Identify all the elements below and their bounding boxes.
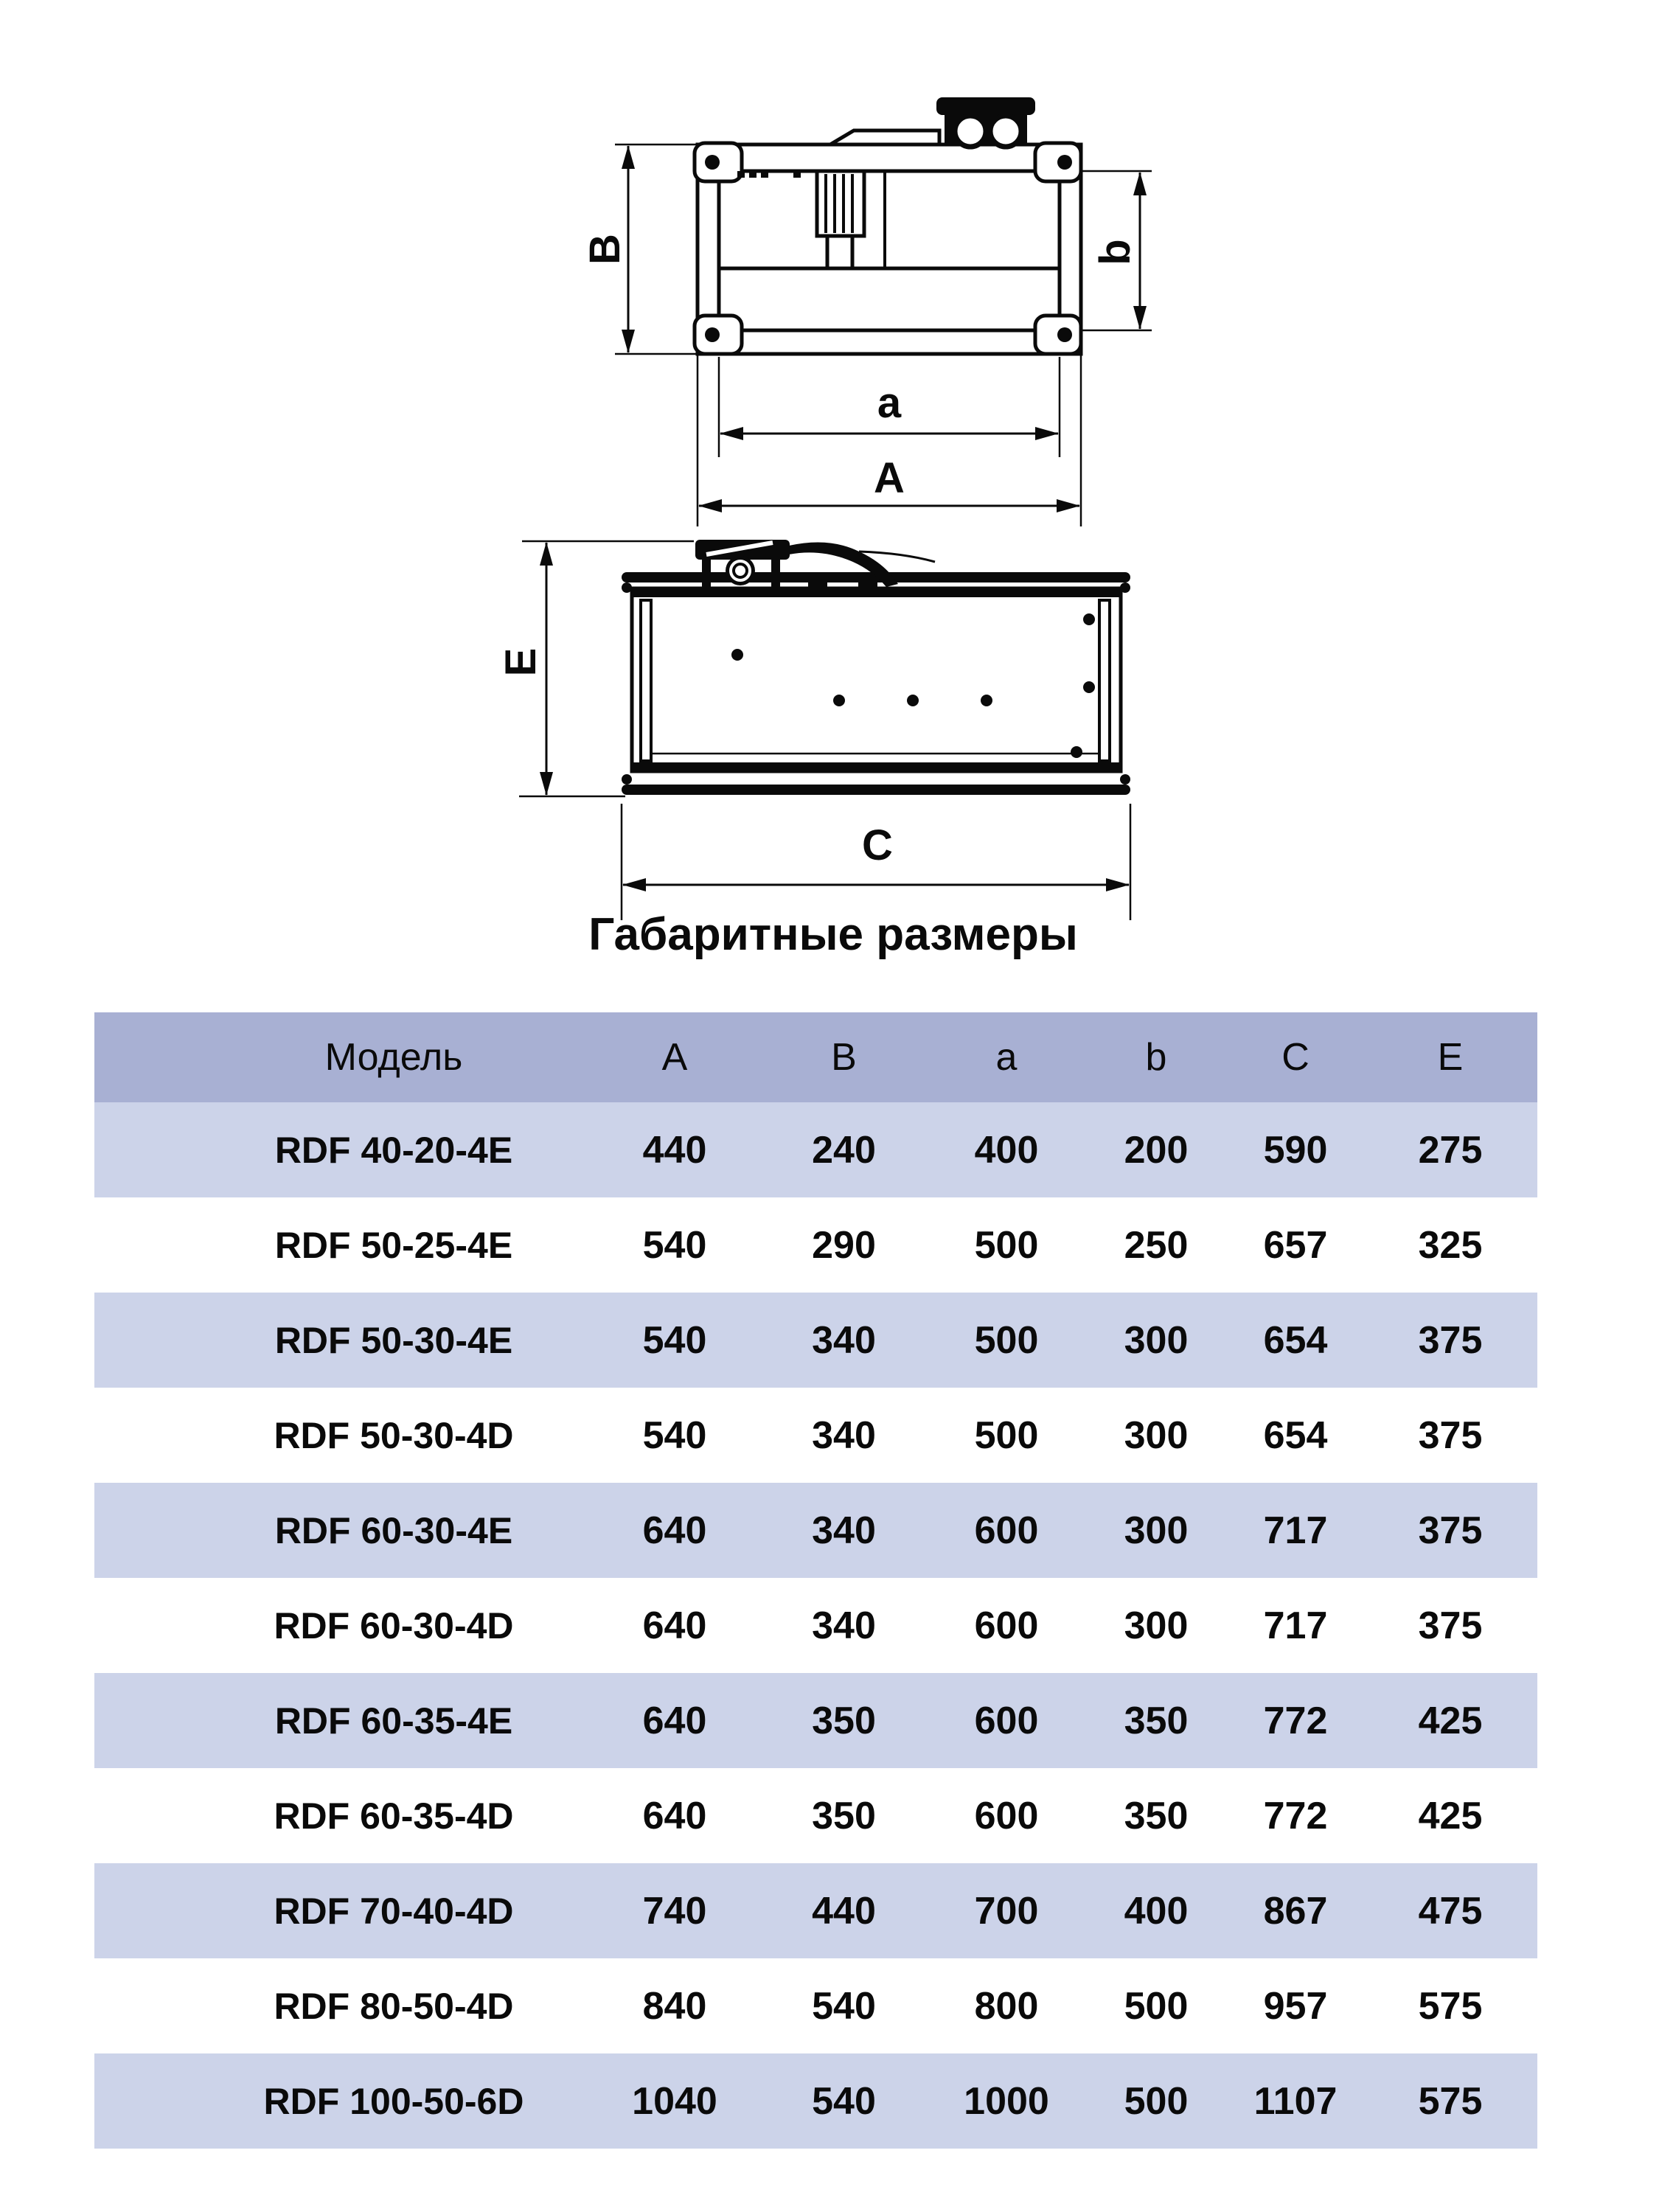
cell-value: 400: [1085, 1863, 1228, 1958]
cell-value: 325: [1363, 1197, 1537, 1293]
cell-value: 640: [590, 1483, 759, 1578]
table-row: [94, 1958, 1537, 2053]
cell-value: 600: [928, 1578, 1085, 1673]
cell-model: RDF 60-35-4E: [94, 1673, 590, 1768]
cell-value: 500: [928, 1293, 1085, 1388]
col-header-C: C: [1228, 1012, 1363, 1102]
cell-value: 200: [1085, 1102, 1228, 1197]
cell-value: 375: [1363, 1578, 1537, 1673]
table-header-row: [94, 1012, 1537, 1102]
col-header-model: Модель: [94, 1012, 590, 1102]
col-header-A: A: [590, 1012, 759, 1102]
table-row: [94, 1578, 1537, 1673]
cell-value: 654: [1228, 1388, 1363, 1483]
cell-value: 475: [1363, 1863, 1537, 1958]
cell-value: 240: [759, 1102, 928, 1197]
table-header: [94, 1012, 1537, 1102]
top-view-drawing: [479, 516, 1217, 936]
cell-value: 654: [1228, 1293, 1363, 1388]
cell-value: 717: [1228, 1483, 1363, 1578]
cell-value: 350: [759, 1768, 928, 1863]
drawing-caption: Габаритные размеры: [588, 909, 1078, 960]
flange-bolt-holes: [705, 155, 1072, 342]
dim-label-E: E: [497, 647, 545, 677]
cell-model: RDF 50-30-4E: [94, 1293, 590, 1388]
dim-label-a: a: [877, 379, 902, 427]
cell-model: RDF 60-35-4D: [94, 1768, 590, 1863]
cell-value: 600: [928, 1673, 1085, 1768]
cell-value: 300: [1085, 1578, 1228, 1673]
table-row: [94, 1293, 1537, 1388]
cell-model: RDF 100-50-6D: [94, 2053, 590, 2149]
cell-value: 540: [590, 1293, 759, 1388]
cell-value: 300: [1085, 1483, 1228, 1578]
cell-value: 600: [928, 1768, 1085, 1863]
cell-value: 400: [928, 1102, 1085, 1197]
table-row: [94, 2053, 1537, 2149]
cell-value: 350: [1085, 1768, 1228, 1863]
cell-value: 375: [1363, 1293, 1537, 1388]
cell-value: 772: [1228, 1673, 1363, 1768]
cell-model: RDF 80-50-4D: [94, 1958, 590, 2053]
col-header-E: E: [1363, 1012, 1537, 1102]
cell-model: RDF 70-40-4D: [94, 1863, 590, 1958]
terminal-box: [830, 97, 1035, 147]
cell-value: 340: [759, 1483, 928, 1578]
cell-value: 840: [590, 1958, 759, 2053]
cell-model: RDF 60-30-4D: [94, 1578, 590, 1673]
cell-value: 540: [590, 1388, 759, 1483]
dim-label-C: C: [862, 821, 893, 869]
cell-value: 340: [759, 1293, 928, 1388]
cell-value: 375: [1363, 1483, 1537, 1578]
cell-value: 1107: [1228, 2053, 1363, 2149]
table-row: [94, 1863, 1537, 1958]
table-row: [94, 1768, 1537, 1863]
cell-model: RDF 50-25-4E: [94, 1197, 590, 1293]
cell-value: 640: [590, 1578, 759, 1673]
cell-value: 600: [928, 1483, 1085, 1578]
dim-label-b: b: [1091, 239, 1139, 265]
cell-value: 1040: [590, 2053, 759, 2149]
cell-value: 717: [1228, 1578, 1363, 1673]
cell-value: 575: [1363, 1958, 1537, 2053]
cell-value: 340: [759, 1388, 928, 1483]
cell-value: 590: [1228, 1102, 1363, 1197]
cell-value: 350: [759, 1673, 928, 1768]
table-row: [94, 1673, 1537, 1768]
cell-model: RDF 40-20-4E: [94, 1102, 590, 1197]
cell-value: 350: [1085, 1673, 1228, 1768]
cell-value: 375: [1363, 1388, 1537, 1483]
cell-value: 700: [928, 1863, 1085, 1958]
cell-value: 575: [1363, 2053, 1537, 2149]
cell-value: 640: [590, 1768, 759, 1863]
cable-gland-icon: [990, 116, 1021, 147]
cell-value: 740: [590, 1863, 759, 1958]
motor-block: [817, 171, 864, 268]
cell-value: 772: [1228, 1768, 1363, 1863]
col-header-b: b: [1085, 1012, 1228, 1102]
cell-value: 440: [759, 1863, 928, 1958]
dim-label-A: A: [874, 454, 905, 502]
col-header-a: a: [928, 1012, 1085, 1102]
cell-value: 540: [759, 2053, 928, 2149]
cell-value: 440: [590, 1102, 759, 1197]
cell-value: 500: [1085, 1958, 1228, 2053]
cell-value: 300: [1085, 1388, 1228, 1483]
table-row: [94, 1483, 1537, 1578]
table-row: [94, 1102, 1537, 1197]
cell-value: 957: [1228, 1958, 1363, 2053]
cell-model: RDF 60-30-4E: [94, 1483, 590, 1578]
cell-value: 425: [1363, 1768, 1537, 1863]
table-row: [94, 1197, 1537, 1293]
dimensions-table: [94, 1012, 1537, 2149]
table-row: [94, 1388, 1537, 1483]
cell-value: 500: [928, 1388, 1085, 1483]
cell-value: 1000: [928, 2053, 1085, 2149]
cell-value: 500: [928, 1197, 1085, 1293]
cell-value: 425: [1363, 1673, 1537, 1768]
fan-casing-top: [622, 572, 1130, 795]
col-header-B: B: [759, 1012, 928, 1102]
cell-value: 275: [1363, 1102, 1537, 1197]
cell-value: 540: [759, 1958, 928, 2053]
cell-value: 500: [1085, 2053, 1228, 2149]
cell-value: 867: [1228, 1863, 1363, 1958]
cell-value: 250: [1085, 1197, 1228, 1293]
cable-gland-icon: [955, 116, 986, 147]
cell-value: 657: [1228, 1197, 1363, 1293]
cell-value: 800: [928, 1958, 1085, 2053]
cell-value: 300: [1085, 1293, 1228, 1388]
cell-model: RDF 50-30-4D: [94, 1388, 590, 1483]
cell-value: 340: [759, 1578, 928, 1673]
cell-value: 290: [759, 1197, 928, 1293]
cell-value: 640: [590, 1673, 759, 1768]
side-view-drawing: [560, 66, 1209, 542]
cell-value: 540: [590, 1197, 759, 1293]
dim-label-B: B: [581, 234, 629, 265]
